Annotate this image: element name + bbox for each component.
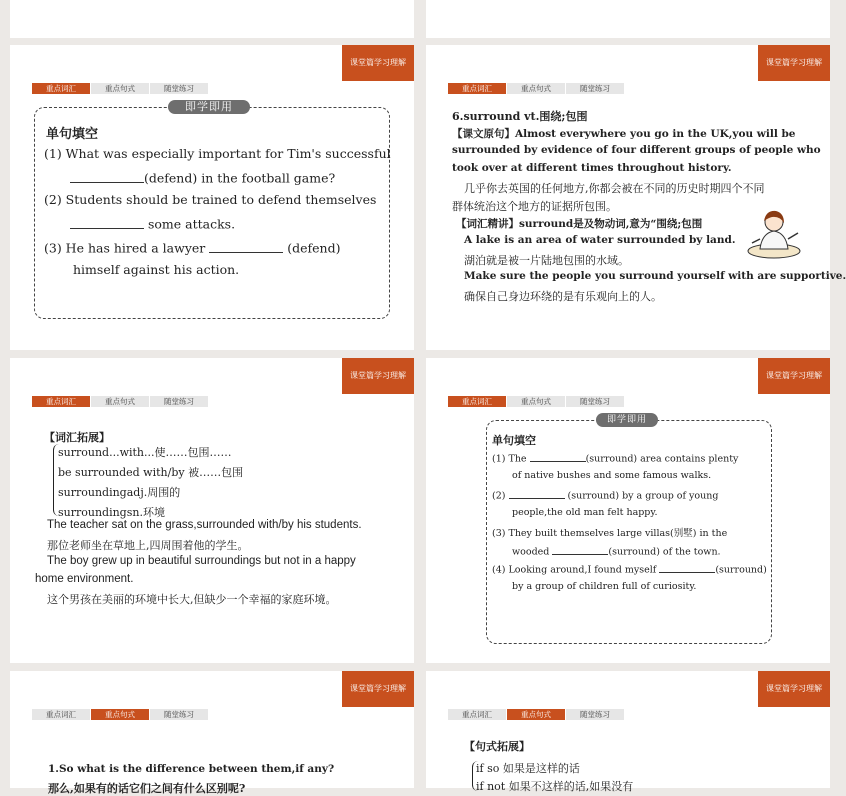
teacher-illustration xyxy=(744,205,804,261)
question-1-line-1: (1) The (surround) area contains plenty xyxy=(492,451,738,465)
question-4-line-2: by a group of children full of curiosity. xyxy=(512,581,697,592)
question-3-line-2: himself against his action. xyxy=(73,262,240,277)
tab-bar xyxy=(32,709,209,720)
section-badge: 课堂篇学习理解 xyxy=(758,671,830,707)
section-badge: 课堂篇学习理解 xyxy=(342,358,414,394)
tab-vocabulary[interactable]: 重点词汇 xyxy=(32,83,90,94)
answer-blank[interactable] xyxy=(70,169,144,183)
tab-vocabulary[interactable]: 重点词汇 xyxy=(448,709,506,720)
answer-blank[interactable] xyxy=(530,451,586,462)
question-4-line-1: (4) Looking around,I found myself (surround) xyxy=(492,562,767,576)
example-2-line-1: The boy grew up in beautiful surroundings but not in a happy xyxy=(47,555,356,567)
slide-top-left-partial xyxy=(10,0,414,38)
section-badge: 课堂篇学习理解 xyxy=(342,45,414,81)
answer-blank[interactable] xyxy=(209,239,283,253)
section-badge: 课堂篇学习理解 xyxy=(758,358,830,394)
expansion-item: surroundingsn.环境 xyxy=(58,506,165,519)
question-3-line-1: (3) He has hired a lawyer (defend) xyxy=(44,240,341,256)
slide-exercise-surround xyxy=(426,358,830,663)
question-2-line-1: (2) (surround) by a group of young xyxy=(492,488,718,502)
example-2-line-2: home environment. xyxy=(35,573,134,585)
sentence-question-translation: 那么,如果有的话它们之间有什么区别呢? xyxy=(48,782,246,795)
answer-blank[interactable] xyxy=(659,562,715,573)
expansion-item: be surrounded with/by 被……包围 xyxy=(58,466,244,479)
sentence-question: 1.So what is the difference between them,if any? xyxy=(48,763,335,775)
translation-line-2: 群体统治这个地方的证据所包围。 xyxy=(452,200,617,213)
example-2-translation: 确保自己身边环绕的是有乐观向上的人。 xyxy=(464,290,662,303)
expansion-item: surround...with...使……包围…… xyxy=(58,446,232,459)
slide-sentence-expansion xyxy=(426,671,830,793)
tab-bar xyxy=(32,396,209,407)
answer-blank[interactable] xyxy=(509,488,565,499)
question-2-line-2: some attacks. xyxy=(70,215,235,232)
section-badge: 课堂篇学习理解 xyxy=(758,45,830,81)
source-line-2: surrounded by evidence of four different groups of people who xyxy=(452,144,821,156)
tab-vocabulary[interactable]: 重点词汇 xyxy=(448,396,506,407)
word-heading: 6.surround vt.围绕;包围 xyxy=(452,110,588,123)
sentence-expansion-label: 【句式拓展】 xyxy=(464,740,530,753)
question-3-line-2: wooded (surround) of the town. xyxy=(512,544,721,558)
translation-line-1: 几乎你去英国的任何地方,你都会被在不同的历史时期四个不同 xyxy=(464,182,765,195)
question-1-line-2: of native bushes and some famous walks. xyxy=(512,470,712,481)
expansion-label: 【词汇拓展】 xyxy=(44,431,110,444)
answer-blank[interactable] xyxy=(552,544,608,555)
practice-heading: 即学即用 xyxy=(596,413,658,427)
source-line-1: 【课文原句】Almost everywhere you go in the UK,you will be xyxy=(452,128,796,140)
slide-top-right-partial xyxy=(426,0,830,38)
answer-blank[interactable] xyxy=(70,215,144,229)
slide-exercise-defend xyxy=(10,45,414,350)
example-1-translation: 那位老师坐在草地上,四周围着他的学生。 xyxy=(47,539,249,552)
tab-bar xyxy=(448,709,625,720)
tab-practice[interactable]: 随堂练习 xyxy=(150,396,208,407)
tab-vocabulary[interactable]: 重点词汇 xyxy=(448,83,506,94)
tab-sentence[interactable]: 重点句式 xyxy=(507,396,565,407)
tab-vocabulary[interactable]: 重点词汇 xyxy=(32,709,90,720)
question-3-line-1: (3) They built themselves large villas(别墅) in the xyxy=(492,528,728,539)
tab-practice[interactable]: 随堂练习 xyxy=(150,709,208,720)
tab-vocabulary[interactable]: 重点词汇 xyxy=(32,396,90,407)
expansion-item: if so 如果是这样的话 xyxy=(476,762,580,775)
tab-sentence[interactable]: 重点句式 xyxy=(507,709,565,720)
tab-sentence[interactable]: 重点句式 xyxy=(91,709,149,720)
question-1-line-1: (1) What was especially important for Tim's successful xyxy=(44,146,391,161)
expansion-item: surroundingadj.周围的 xyxy=(58,486,181,499)
tab-sentence[interactable]: 重点句式 xyxy=(91,83,149,94)
tab-bar xyxy=(448,83,625,94)
example-1: The teacher sat on the grass,surrounded with/by his students. xyxy=(47,519,362,531)
explain-line: 【词汇精讲】surround是及物动词,意为“围绕;包围 xyxy=(456,218,703,230)
example-2-translation: 这个男孩在美丽的环境中长大,但缺少一个幸福的家庭环境。 xyxy=(47,593,337,606)
tab-bar xyxy=(448,396,625,407)
tab-bar xyxy=(32,83,209,94)
slide-sentence-pattern xyxy=(10,671,414,795)
example-2: Make sure the people you surround yourself with are supportive. xyxy=(464,270,846,282)
tab-practice[interactable]: 随堂练习 xyxy=(566,709,624,720)
question-2-line-1: (2) Students should be trained to defend themselves xyxy=(44,192,377,207)
source-line-3: took over at different times throughout history. xyxy=(452,162,732,174)
section-badge: 课堂篇学习理解 xyxy=(342,671,414,707)
tab-sentence[interactable]: 重点句式 xyxy=(91,396,149,407)
example-1-translation: 湖泊就是被一片陆地包围的水域。 xyxy=(464,254,629,267)
question-2-line-2: people,the old man felt happy. xyxy=(512,507,658,518)
exercise-title: 单句填空 xyxy=(46,127,99,142)
practice-heading: 即学即用 xyxy=(168,100,250,114)
exercise-title: 单句填空 xyxy=(492,434,536,447)
tab-sentence[interactable]: 重点句式 xyxy=(507,83,565,94)
slide-surround-word xyxy=(426,45,846,350)
question-1-line-2: (defend) in the football game? xyxy=(70,169,335,186)
tab-practice[interactable]: 随堂练习 xyxy=(566,396,624,407)
tab-practice[interactable]: 随堂练习 xyxy=(566,83,624,94)
expansion-item: if not 如果不这样的话,如果没有 xyxy=(476,780,634,793)
example-1: A lake is an area of water surrounded by land. xyxy=(464,234,736,246)
tab-practice[interactable]: 随堂练习 xyxy=(150,83,208,94)
slide-word-expansion xyxy=(10,358,414,663)
